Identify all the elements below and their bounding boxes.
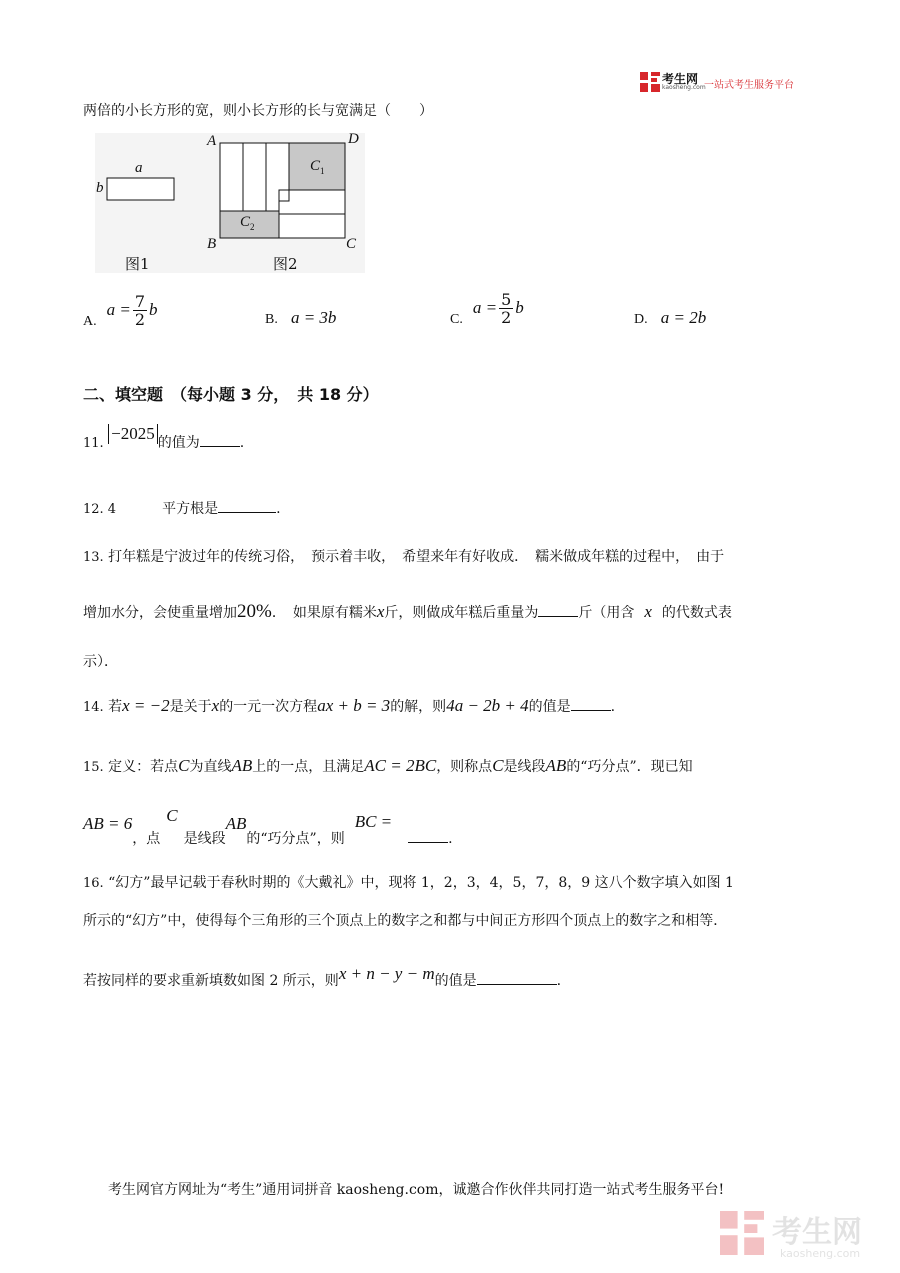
q10-option-a[interactable]: A. a = $\frac{7}{2}$ b <box>83 291 158 329</box>
answer-blank-12[interactable] <box>218 498 276 513</box>
kaosheng-watermark-icon <box>720 1211 764 1255</box>
abs-value-expr: −2025 <box>108 424 158 444</box>
question-13-line1: 13. 打年糕是宁波过年的传统习俗， 预示着丰收， 希望来年有好收成． 糯米做成年糕的过程中， 由于 <box>83 549 725 565</box>
fig2-label-b: B <box>207 236 217 252</box>
section-title: 二、填空题 （每小题 3 分， 共 18 分） <box>83 385 379 404</box>
answer-blank-15[interactable] <box>408 828 448 843</box>
header-logo <box>640 70 810 94</box>
question-16-line2: 所示的“幻方”中，使得每个三角形的三个顶点上的数字之和都与中间正方形四个顶点上的数字之和相等． <box>83 913 728 929</box>
question-12: 12. 4 平方根是 . <box>83 498 281 520</box>
logo-domain: kaosheng.com <box>662 84 706 91</box>
q10-option-c[interactable]: C. a = $\frac{5}{2}$ b <box>450 289 524 327</box>
watermark-domain: kaosheng.com <box>780 1247 861 1260</box>
question-16-line3: 若按同样的要求重新填数如图 2 所示，则x + n − y − m的值是 . <box>83 964 562 989</box>
footer-text: 考生网官方网址为“考生”通用词拼音 kaosheng.com，诚邀合作伙伴共同打造一站式考生服务平台! <box>108 1182 725 1198</box>
fig2-label-d: D <box>348 131 359 147</box>
logo-tagline: 一站式考生服务平台 <box>704 80 794 91</box>
fig2-label-a: A <box>207 133 217 149</box>
fig1-label-b: b <box>96 180 104 196</box>
question-13-line3: 示）． <box>83 654 118 670</box>
fig1-rectangle <box>107 178 174 200</box>
answer-blank-11[interactable] <box>200 432 240 447</box>
question-14: 14. 若x = −2是关于x的一元一次方程ax + b = 3的解，则4a − 2b + 4的值是 . <box>83 696 616 715</box>
logo-name: 考生网 <box>662 72 699 86</box>
question-15-line2: AB = 6，点C是线段AB的“巧分点”，则BC =. <box>83 806 453 847</box>
fig1-label-a: a <box>135 160 143 176</box>
fig2-label-c2: $C_2$ <box>240 214 255 232</box>
fig2-caption: 图2 <box>273 255 298 273</box>
answer-blank-16[interactable] <box>477 970 557 985</box>
watermark-name: 考生网 <box>772 1215 862 1250</box>
question-16-line1: 16. “幻方”最早记载于春秋时期的《大戴礼》中，现将 1，2，3，4，5，7，8，9 这八个数字填入如图 1 <box>83 875 734 891</box>
question-15-line1: 15. 定义：若点C为直线AB上的一点，且满足AC = 2BC，则称点C是线段AB的“巧分点”．现已知 <box>83 756 693 775</box>
fig2-label-c: C <box>346 236 357 252</box>
question-13-line2: 增加水分，会使重量增加20%． 如果原有糯米x斤，则做成年糕后重量为 斤（用含 x 的代数式表 <box>83 601 732 622</box>
question-11: 11. −2025 的值为 . <box>83 424 245 451</box>
kaosheng-logo-icon <box>640 72 660 92</box>
answer-blank-13[interactable] <box>538 602 578 617</box>
answer-blank-14[interactable] <box>571 696 611 711</box>
q10-stem: 两倍的小长方形的宽，则小长方形的长与宽满足（ ） <box>83 103 433 119</box>
fig1-caption: 图1 <box>125 255 150 273</box>
fig2-rectangle <box>220 143 345 238</box>
fig2-label-c1: $C_1$ <box>310 158 325 176</box>
watermark <box>720 1205 890 1265</box>
q10-option-b[interactable]: B. a = 3b <box>265 308 337 327</box>
q10-option-d[interactable]: D. a = 2b <box>634 308 707 327</box>
q10-figure <box>95 133 365 273</box>
